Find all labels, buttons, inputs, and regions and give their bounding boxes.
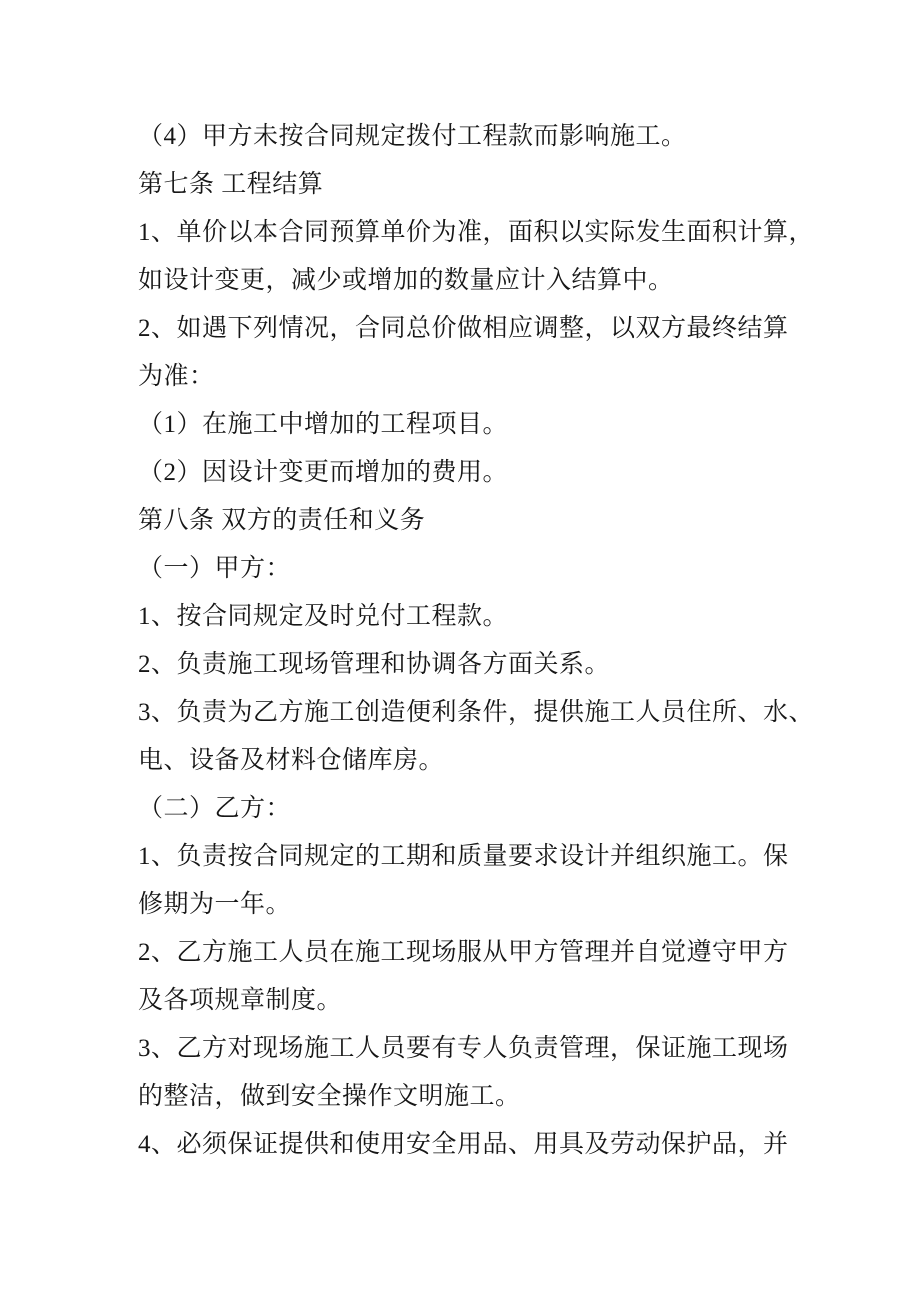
doc-line: 的整洁，做到安全操作文明施工。: [138, 1083, 521, 1110]
clause-subitem-1: （1）在施工中增加的工程项目。: [138, 411, 509, 438]
doc-line: 为准：: [138, 363, 215, 390]
clause-subitem-4: （4）甲方未按合同规定拨付工程款而影响施工。: [138, 123, 687, 150]
doc-line: 2、乙方施工人员在施工现场服从甲方管理并自觉遵守甲方: [138, 939, 789, 966]
section-heading-party-b: （二）乙方：: [138, 795, 292, 822]
doc-line: 2、负责施工现场管理和协调各方面关系。: [138, 651, 611, 678]
section-heading-party-a: （一）甲方：: [138, 555, 292, 582]
doc-line: 1、单价以本合同预算单价为准，面积以实际发生面积计算，: [138, 219, 815, 246]
doc-line: 1、负责按合同规定的工期和质量要求设计并组织施工。保: [138, 843, 789, 870]
doc-line: 修期为一年。: [138, 891, 292, 918]
contract-text-block: [138, 113, 815, 1169]
doc-line: 3、负责为乙方施工创造便利条件，提供施工人员住所、水、: [138, 699, 815, 726]
doc-line: 4、必须保证提供和使用安全用品、用具及劳动保护品，并: [138, 1131, 789, 1158]
doc-line: 如设计变更，减少或增加的数量应计入结算中。: [138, 267, 674, 294]
clause-heading-article-8: 第八条 双方的责任和义务: [138, 507, 426, 534]
doc-line: 3、乙方对现场施工人员要有专人负责管理，保证施工现场: [138, 1035, 789, 1062]
doc-line: 2、如遇下列情况，合同总价做相应调整，以双方最终结算: [138, 315, 789, 342]
doc-line: 电、设备及材料仓储库房。: [138, 747, 445, 774]
doc-line: 1、按合同规定及时兑付工程款。: [138, 603, 509, 630]
clause-heading-article-7: 第七条 工程结算: [138, 171, 324, 198]
clause-subitem-2: （2）因设计变更而增加的费用。: [138, 459, 509, 486]
doc-line: 及各项规章制度。: [138, 987, 343, 1014]
